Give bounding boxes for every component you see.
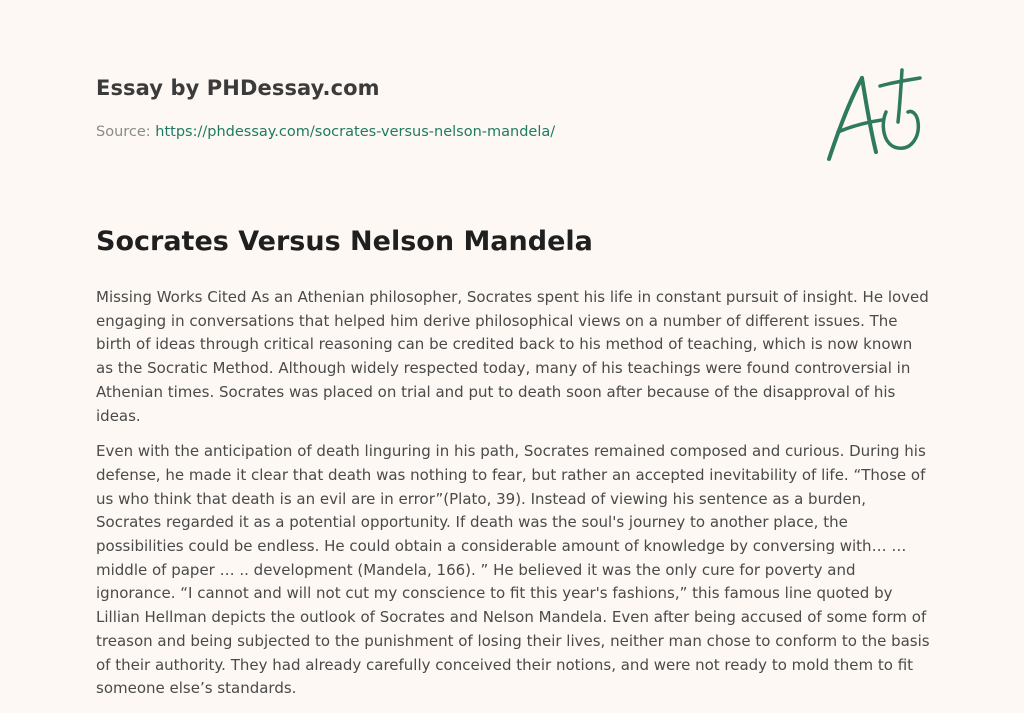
site-brand: Essay by PHDessay.com [96, 76, 380, 100]
source-link[interactable]: https://phdessay.com/socrates-versus-nelson-mandela/ [155, 124, 556, 140]
essay-paragraph: Even with the anticipation of death linguring in his path, Socrates remained composed and curious. During his defense, he made it clear that death was nothing to fear, but rather an accepted inevitability of life. “Those of us who think that death is an evil are in error”(Plato, 39). Instead of viewing his sentence as a burden, Socrates regarded it as a potential opportunity. If death was the soul's journey to another place, the possibilities could be endless. He could obtain a considerable amount of knowledge by conversing with… … middle of paper … .. development (Mandela, 166). ” He believed it was the only cure for poverty and ignorance. “I cannot and will not cut my conscience to fit this year's fashions,” this famous line quoted by Lillian Hellman depicts the outlook of Socrates and Nelson Mandela. Even after being accused of some form of treason and being subjected to the punishment of losing their lives, neither man chose to conform to the basis of their authority. They had already carefully conceived their notions, and were not ready to mold them to fit someone else’s standards. [96, 442, 930, 698]
a-plus-grade-icon [824, 66, 928, 166]
essay-paragraph: Missing Works Cited As an Athenian philosopher, Socrates spent his life in constant pursuit of insight. He loved engaging in conversations that helped him derive philosophical views on a number of different issues. The birth of ideas through critical reasoning can be credited back to his method of teaching, which is now known as the Socratic Method. Although widely respected today, many of his teachings were found controversial in Athenian times. Socrates was placed on trial and put to death soon after because of the disapproval of his ideas. [96, 288, 929, 425]
source-line [96, 124, 555, 140]
essay-body [96, 286, 932, 713]
essay-title: Socrates Versus Nelson Mandela [96, 226, 593, 257]
source-label: Source: [96, 124, 156, 140]
